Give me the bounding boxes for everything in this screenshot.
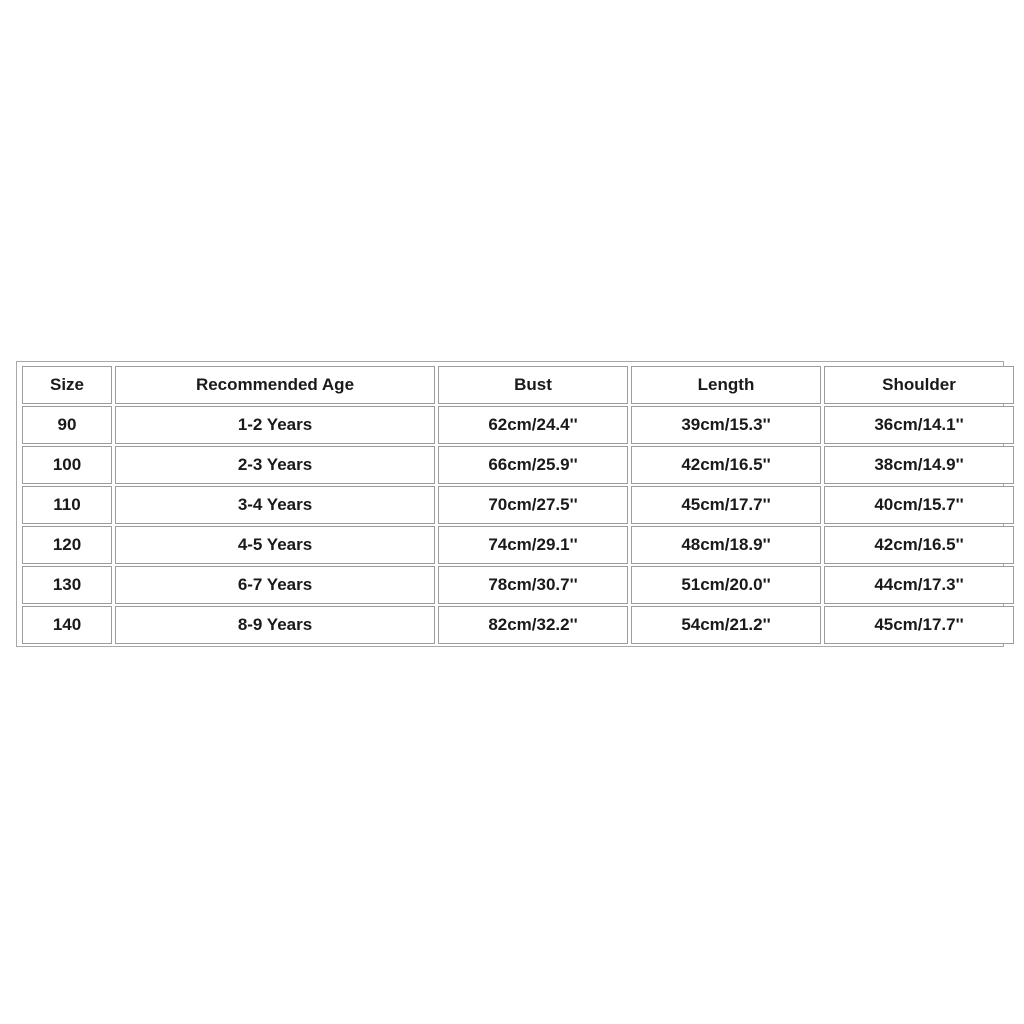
- column-header-shoulder: Shoulder: [824, 366, 1014, 404]
- size-cell: 130: [22, 566, 112, 604]
- table-row: [22, 486, 1014, 524]
- table-row: [22, 566, 1014, 604]
- column-header-bust: Bust: [438, 366, 628, 404]
- shoulder-cell: 40cm/15.7'': [824, 486, 1014, 524]
- length-cell: 42cm/16.5'': [631, 446, 821, 484]
- table-header-row: [22, 366, 1014, 404]
- shoulder-cell: 36cm/14.1'': [824, 406, 1014, 444]
- shoulder-cell: 45cm/17.7'': [824, 606, 1014, 644]
- size-cell: 90: [22, 406, 112, 444]
- age-cell: 6-7 Years: [115, 566, 435, 604]
- bust-cell: 62cm/24.4'': [438, 406, 628, 444]
- column-header-recommended-age: Recommended Age: [115, 366, 435, 404]
- bust-cell: 74cm/29.1'': [438, 526, 628, 564]
- table-row: [22, 406, 1014, 444]
- length-cell: 54cm/21.2'': [631, 606, 821, 644]
- bust-cell: 70cm/27.5'': [438, 486, 628, 524]
- bust-cell: 66cm/25.9'': [438, 446, 628, 484]
- size-table: [19, 364, 1017, 646]
- bust-cell: 78cm/30.7'': [438, 566, 628, 604]
- length-cell: 51cm/20.0'': [631, 566, 821, 604]
- size-cell: 120: [22, 526, 112, 564]
- age-cell: 8-9 Years: [115, 606, 435, 644]
- size-cell: 110: [22, 486, 112, 524]
- table-row: [22, 606, 1014, 644]
- length-cell: 45cm/17.7'': [631, 486, 821, 524]
- length-cell: 39cm/15.3'': [631, 406, 821, 444]
- size-cell: 140: [22, 606, 112, 644]
- age-cell: 4-5 Years: [115, 526, 435, 564]
- shoulder-cell: 44cm/17.3'': [824, 566, 1014, 604]
- age-cell: 2-3 Years: [115, 446, 435, 484]
- age-cell: 3-4 Years: [115, 486, 435, 524]
- table-row: [22, 446, 1014, 484]
- shoulder-cell: 42cm/16.5'': [824, 526, 1014, 564]
- bust-cell: 82cm/32.2'': [438, 606, 628, 644]
- age-cell: 1-2 Years: [115, 406, 435, 444]
- size-chart: [16, 361, 1004, 647]
- size-cell: 100: [22, 446, 112, 484]
- shoulder-cell: 38cm/14.9'': [824, 446, 1014, 484]
- column-header-size: Size: [22, 366, 112, 404]
- column-header-length: Length: [631, 366, 821, 404]
- length-cell: 48cm/18.9'': [631, 526, 821, 564]
- table-row: [22, 526, 1014, 564]
